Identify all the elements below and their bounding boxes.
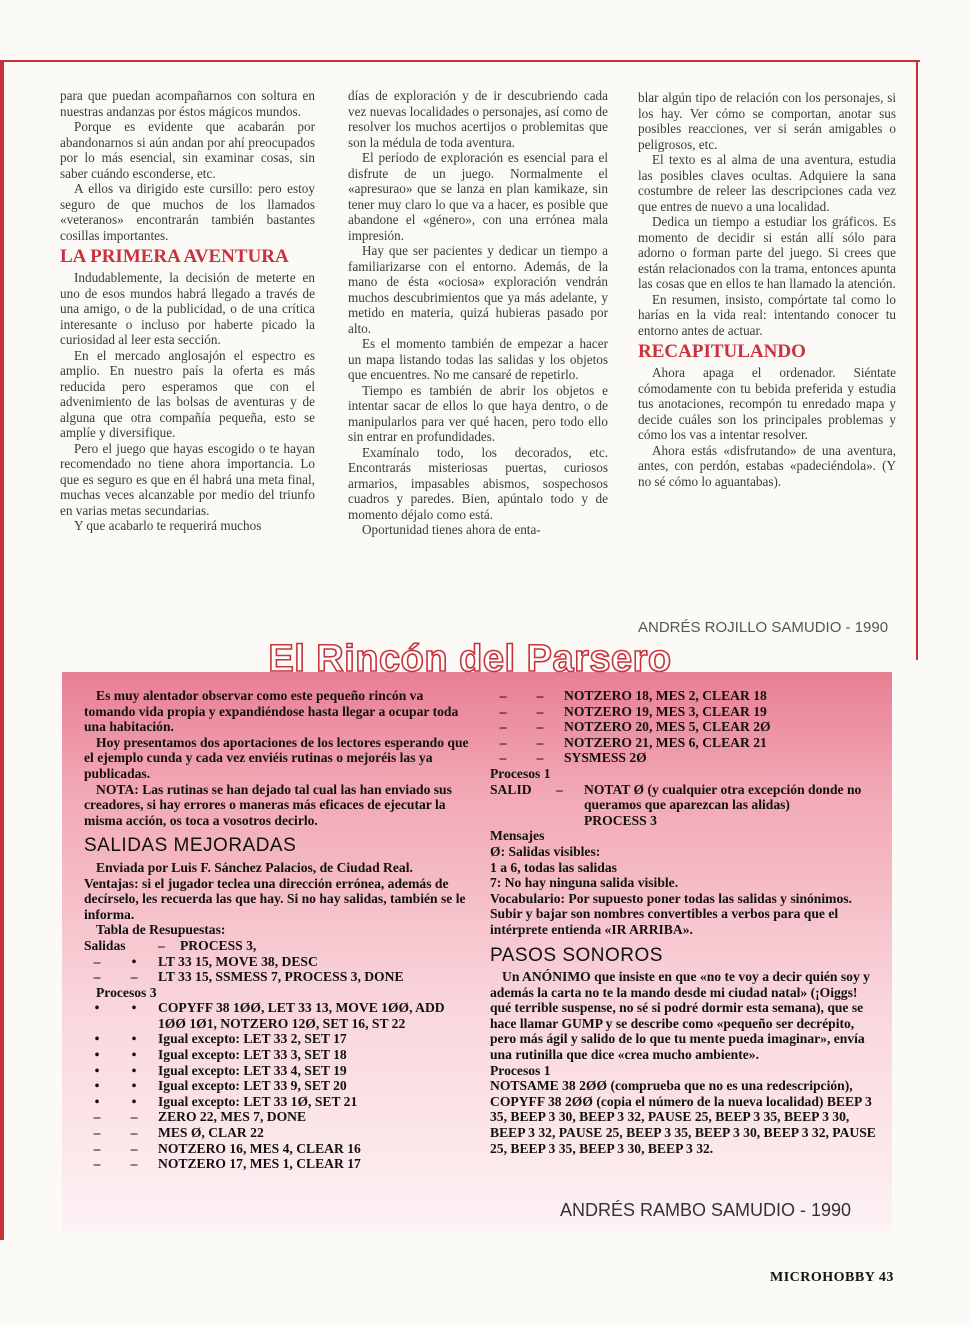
code-line: – – LT 33 15, SSMESS 7, PROCESS 3, DONE (93, 969, 404, 985)
paragraph: para que puedan acompañarnos con soltura en nuestras andanzas por éstos mágicos mundos. (60, 88, 315, 119)
paragraph: El texto es al alma de una aventura, estudia las posibles claves ocultas. Adquiere la sana costumbre de releer las descripciones cada vez que entres de nuevo a una localidad. (638, 152, 896, 214)
mensajes-label: Mensajes (490, 828, 545, 844)
paragraph: Ahora estás «disfrutando» de una aventura, antes, con perdón, estabas «padeciéndola». (Y no sé cómo lo aguantabas). (638, 442, 896, 489)
paragraph: Indudablemente, la decisión de meterte en uno de esos mundos habrá llegado a través de una amigo, o de la publicidad, o de una crítica interesante o incluso por haberte picado la curiosidad al leer esta sección. (60, 270, 315, 347)
article-column-3 (638, 90, 896, 489)
code-line: PROCESS 3 (584, 812, 657, 828)
code-lines-1 (84, 954, 469, 985)
paragraph: A ellos va dirigido este cursillo: pero estoy seguro de que muchos de los llamados «veteranos» encontrarán también bastantes cosillas importantes. (60, 181, 315, 243)
section-heading: LA PRIMERA AVENTURA (60, 246, 289, 267)
box-title: El Rincón del Parsero (265, 638, 675, 681)
code-line: – – NOTZERO 16, MES 4, CLEAR 16 (93, 1140, 361, 1156)
procesos-label: Procesos 1 (490, 765, 551, 781)
page-number: 43 (878, 1270, 894, 1285)
paragraph: blar algún tipo de relación con los personajes, si los hay. Ver cómo se comportan, anotar sus posibles reacciones, ver si serán amigables o peligrosos, etc. (638, 90, 896, 152)
box-signature: ANDRÉS RAMBO SAMUDIO - 1990 (560, 1200, 852, 1220)
message-line: Ø: Salidas visibles: (490, 843, 601, 859)
code-line: SALID – NOTAT Ø (y cualquier otra excepción donde no queramos que aparezcan las alidas) (490, 781, 862, 813)
code-block: NOTSAME 38 2ØØ (comprueba que no es una redescripción), COPYFF 38 2ØØ (copia el número de la nueva localidad) BEEP 3 35, BEEP 3 30, BEEP 3 32, PAUSE 25, BEEP 3 35, BEEP 3 30, BEEP 3 32, PAUSE 25, BEEP 3 35, BEEP 3 30, BEEP 3 32, PAUSE 25, BEEP 3 35, BEEP 3 30, BEEP 3 32. (490, 1078, 876, 1156)
code-line: – – ZERO 22, MES 7, DONE (93, 1109, 307, 1125)
vocabulario-text: Vocabulario: Por supuesto poner todas las salidas y sinónimos. Subir y bajar son nombres convertibles a verbos para que el intérprete entienda «IR ARRIBA». (490, 890, 852, 937)
code-line: – – NOTZERO 17, MES 1, CLEAR 17 (93, 1156, 361, 1172)
paragraph: En resumen, insisto, compórtate tal como lo harías en la vida real: intentando conocer tu entorno antes de actuar. (638, 291, 896, 338)
routine-byline: Enviada por Luis F. Sánchez Palacios, de Ciudad Real. (96, 859, 413, 875)
routine-ventajas: Ventajas: si el jugador teclea una dirección errónea, además de decírselo, les recuerda las que hay. Si no hay salidas, también se le informa. (84, 875, 466, 922)
paragraph: Porque es evidente que acabarán por abandonarnos si aún andan por ahí preocupados por lo más esencial, sin examinar cosas, sin saber cuándo esconderse, etc. (60, 119, 315, 181)
tabla-label: Tabla de Resupuestas: (96, 922, 226, 938)
section-heading: RECAPITULANDO (638, 341, 806, 362)
intro-paragraph: NOTA: Las rutinas se han dejado tal cual las han enviado sus creadores, si hay errores o maneras más eficaces de ejecutar la misma acción, os toca a vosotros decirlo. (84, 781, 452, 828)
article-column-1 (60, 88, 315, 534)
paragraph: El período de exploración es esencial para el disfrute de un juego. Normalmente el «apresurao» que se lanza en plan kamikaze, sin tener muy claro lo que va a hacer, es posible que abandone el «género», con una errónea mala impresión. (348, 150, 608, 243)
paragraph: Examínalo todo, los decorados, etc. Encontrarás misteriosas puertas, curiosos armarios, impasables abismos, sospechosos cuadros y paredes. Bien, apúntalo todo y de momento déjalo como está. (348, 444, 608, 522)
code-line: – – NOTZERO 19, MES 3, CLEAR 19 (499, 703, 767, 719)
paragraph: Dedica un tiempo a estudiar los gráficos. Es momento de decidir si están allí sólo para adorno o forman parte del juego. Si crees que están relacionados con la trama, entonces apunta las cosas que en ellos te han llamado la atención. (638, 214, 896, 291)
box-column-2 (490, 688, 880, 1156)
routine-heading: SALIDAS MEJORADAS (84, 835, 297, 857)
right-red-rule (916, 60, 918, 660)
magazine-name: MICROHOBBY (770, 1270, 875, 1285)
paragraph: En el mercado anglosajón el espectro es amplio. En nuestro país la oferta es más reducida pero esperamos que con el advenimiento de las bolsas de aventuras y de alguna que otra compañía pequeña, esto se amplíe y diversifique. (60, 347, 315, 440)
code-lines-3 (490, 688, 880, 766)
paragraph: Hay que ser pacientes y dedicar un tiempo a familiarizarse con el entorno. Además, de la mano de ésta «ociosa» exploración vendrán muchos descubrimientos que ya más adelante, y metido en materia, quizá hubieras pasado por alto. (348, 243, 608, 336)
box-column-1 (84, 688, 469, 1172)
code-line: • • Igual excepto: LET 33 4, SET 19 (94, 1062, 347, 1078)
paragraph: Tiempo es también de abrir los objetos e intentar sacar de ellos lo que haya dentro, o de manipularlos para ver qué hacen, pero todo ello sin entrar en profundidades. (348, 382, 608, 444)
article-column-2 (348, 88, 608, 538)
procesos-label: Procesos 3 (96, 984, 157, 1000)
procesos-label: Procesos 1 (490, 1062, 551, 1078)
code-lines-2 (84, 1000, 469, 1172)
code-line: • • Igual excepto: LET 33 1Ø, SET 21 (94, 1093, 358, 1109)
routine-heading: PASOS SONOROS (490, 944, 663, 966)
paragraph: Y que acabarlo te requerirá muchos (74, 518, 262, 533)
top-red-rule (0, 60, 920, 62)
code-line: Salidas – PROCESS 3, (84, 937, 257, 953)
code-line: – – MES Ø, CLAR 22 (93, 1125, 264, 1141)
left-red-rule (0, 60, 4, 1240)
paragraph: Es el momento también de empezar a hacer un mapa listando todas las salidas y los objetos que encuentres. No me cansaré de repetirlo. (348, 336, 608, 382)
intro-paragraph: Es muy alentador observar como este pequeño rincón va tomando vida propia y expandiéndose hasta llegar a ocupar toda una habitación. (84, 688, 459, 735)
page-footer (770, 1270, 920, 1286)
pasos-paragraph: Un ANÓNIMO que insiste en que «no te voy a decir quién soy y además la carta no te la mando desde mi ciudad natal» (¡Oiggs! qué terrible suspense, no sé si podré dormir esta semana), que se hace llamar GUMP y se describe como «pequeño ser decrépito, pero más ágil y salido de lo que tu mente pueda imaginar», envía una rutinilla que dice «crea mucho ambiente». (490, 969, 870, 1063)
message-line: 1 a 6, todas las salidas (490, 859, 617, 875)
code-line: – – NOTZERO 21, MES 6, CLEAR 21 (499, 734, 767, 750)
code-line: – • LT 33 15, MOVE 38, DESC (93, 953, 318, 969)
code-line: • • Igual excepto: LET 33 2, SET 17 (94, 1031, 347, 1047)
code-line: – – SYSMESS 2Ø (499, 750, 647, 766)
code-line: – – NOTZERO 18, MES 2, CLEAR 18 (499, 688, 767, 703)
paragraph: Oportunidad tienes ahora de enta- (362, 522, 541, 537)
code-line: • • Igual excepto: LET 33 9, SET 20 (94, 1078, 347, 1094)
message-line: 7: No hay ninguna salida visible. (490, 875, 679, 891)
paragraph: Pero el juego que hayas escogido o te hayan recomendado no tiene ahora importancia. Lo que es seguro es que en él habrá una meta final, muchas veces alcanzable por medio del triunfo en varias metas secundarias. (60, 440, 315, 518)
paragraph: días de exploración y de ir descubriendo cada vez nuevas localidades o personajes, así como de resolver los muchos acertijos o problemitas que son la médula de toda aventura. (348, 88, 608, 150)
paragraph: Ahora apaga el ordenador. Siéntate cómodamente con tu bebida preferida y estudia tus anotaciones, recompón tu enredado mapa y decide cuáles son los principales problemas y cómo los vas a intentar resolver. (638, 365, 896, 442)
code-line: – – NOTZERO 20, MES 5, CLEAR 2Ø (499, 719, 771, 735)
intro-paragraph: Hoy presentamos dos aportaciones de los lectores esperando que el ejemplo cunda y cada vez enviéis rutinas o mejoréis las ya publicadas. (84, 734, 469, 781)
article-signature: ANDRÉS ROJILLO SAMUDIO - 1990 (638, 619, 889, 636)
code-line: • • COPYFF 38 1ØØ, LET 33 13, MOVE 1ØØ, ADD 1ØØ 1Ø1, NOTZERO 12Ø, SET 16, ST 22 (94, 1000, 445, 1031)
code-line: • • Igual excepto: LET 33 3, SET 18 (94, 1047, 347, 1063)
